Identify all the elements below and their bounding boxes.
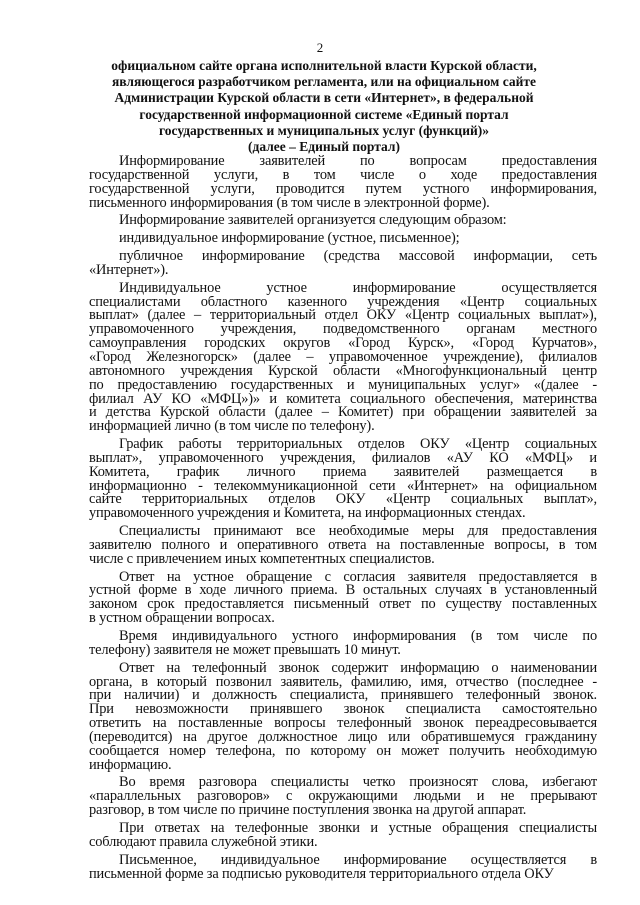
heading-line: являющегося разработчиком регламента, или на официальном сайте [111,74,537,90]
paragraph-line: «параллельных разговоров» с окружающими людьми и не прерывают [89,790,597,805]
heading-line: государственных и муниципальных услуг (функций)» [158,122,490,138]
paragraph-line: самоуправления городских округов «Город Курск», «Город Курчатов», [89,337,597,351]
paragraph-line: Информирование заявителей организуется следующим образом: [119,214,507,229]
paragraph-line: информационно - телекоммуникационной сети «Интернет» на официальном [89,479,597,494]
paragraph-line: Время индивидуального устного информирования (в том числе по [119,630,597,644]
paragraph [89,282,597,434]
paragraph-line: автономного учреждения Курской области «Многофункциональный центр [89,364,597,379]
paragraph-line: телефону) заявителя не может превышать 10 минут. [89,643,401,658]
section-heading [104,58,544,155]
paragraph [89,571,597,626]
paragraph [89,250,597,278]
heading-line: Администрации Курской области в сети «Интернет», в федеральной [114,90,534,106]
paragraph [89,822,597,850]
paragraph-line: При невозможности принявшего звонок специалиста самостоятельно [89,703,597,718]
paragraph-line: при наличии) и должность специалиста, принявшего телефонный звонок. [89,689,597,704]
paragraph-line: государственной услуги, проводится путем устного информирования, [89,182,597,197]
paragraph-line: законом срок предоставляется письменный ответ по существу поставленных [89,598,597,613]
heading-line: официальном сайте органа исполнительной власти Курской области, [111,58,537,73]
paragraph-line: Ответ на устное обращение с согласия заявителя предоставляется в [119,570,597,585]
paragraph-line: (переводится) на другое должностное лицо или обратившемуся гражданину [89,730,597,745]
paragraph-line: «Город Железногорск» (далее – управомоченное учреждение), филиалов [89,350,597,365]
paragraph-line: разговор, в том числе по причине поступления звонка на другой аппарат. [89,804,527,818]
paragraph-line: специалистами областного казенного учреждения «Центр социальных [89,295,597,310]
paragraph-line: выплат» (далее – территориальный отдел ОКУ «Центр социальных выплат»), [89,309,597,324]
paragraph [89,155,597,210]
paragraph-line: Ответ на телефонный звонок содержит информацию о наименовании [119,661,597,676]
paragraph-line: Во время разговора специалисты четко произносят слова, избегают [119,776,597,791]
paragraph [89,214,597,228]
paragraph-line: Индивидуальное устное информирование осуществляется [119,281,597,296]
page-number: 2 [316,40,324,55]
paragraph-line: индивидуальное информирование (устное, письменное); [119,232,460,247]
paragraph-line: Письменное, индивидуальное информирование осуществляется в [119,853,597,868]
paragraph-line: в устном обращении вопросах. [89,612,275,626]
paragraph-line: письменной форме за подписью руководителя территориального отдела ОКУ [89,867,554,882]
paragraph-line: филиал АУ КО «МФЦ»)» и комитета социального обеспечения, материнства [89,392,597,407]
paragraph-line: сайте территориальных отделов ОКУ «Центр социальных выплат», [89,493,597,508]
paragraph-line: График работы территориальных отделов ОКУ «Центр социальных [119,438,597,452]
paragraph-line: При ответах на телефонные звонки и устные обращения специалисты [119,821,597,836]
paragraph [89,630,597,658]
paragraph-line: устной форме в ходе личного приема. В остальных случаях в установленный [89,584,597,599]
paragraph [89,854,597,882]
paragraph-line: соблюдают правила служебной этики. [89,835,318,850]
paragraph-line: управомоченного учреждения и Комитета, на информационных стендах. [89,507,526,522]
paragraph-line: заявителю полного и оперативного ответа на поставленные вопросы, в том [89,538,597,553]
paragraph [89,525,597,567]
paragraph-line: письменного информирования (в том числе в электронной форме). [89,196,490,211]
paragraph-line: информацией лично (в том числе по телефону). [89,420,375,435]
paragraph-line: по предоставлению государственных и муниципальных услуг» «(далее - [89,378,597,393]
paragraph-line: публичное информирование (средства массовой информации, сеть [119,250,597,264]
paragraph-line: ответить на поставленные вопросы телефонный звонок переадресовывается [89,717,597,731]
paragraph-line: Специалисты принимают все необходимые меры для предоставления [119,525,597,539]
paragraph [89,776,597,818]
paragraph-line: «Интернет»). [89,263,169,278]
paragraph [89,232,597,246]
paragraph [89,662,597,773]
paragraph-line: числе с привлечением иных компетентных специалистов. [89,552,435,567]
paragraph-line: выплат», управомоченного учреждения, филиалов «АУ КО «МФЦ» и [89,451,597,466]
heading-line: (далее – Единый портал) [248,139,400,155]
paragraph-line: управомоченного учреждения, подведомственного органам местного [89,323,597,338]
paragraph-line: государственной услуги, в том числе о ходе предоставления [89,168,597,183]
paragraph-line: сообщается номер телефона, по которому он может получить необходимую [89,744,597,759]
paragraph-line: и детства Курской области (далее – Комитет) при обращении заявителей за [89,406,597,421]
paragraph [89,438,597,521]
paragraph-line: Информирование заявителей по вопросам предоставления [119,155,597,169]
body-text [89,155,597,881]
paragraph-line: информацию. [89,758,172,773]
paragraph-line: Комитета, график личного приема заявителей размещается в [89,465,597,480]
heading-line: государственной информационной системе «Единый портал [139,106,509,122]
paragraph-line: органа, в который позвонил заявитель, фамилию, имя, отчество (последнее - [89,675,597,690]
